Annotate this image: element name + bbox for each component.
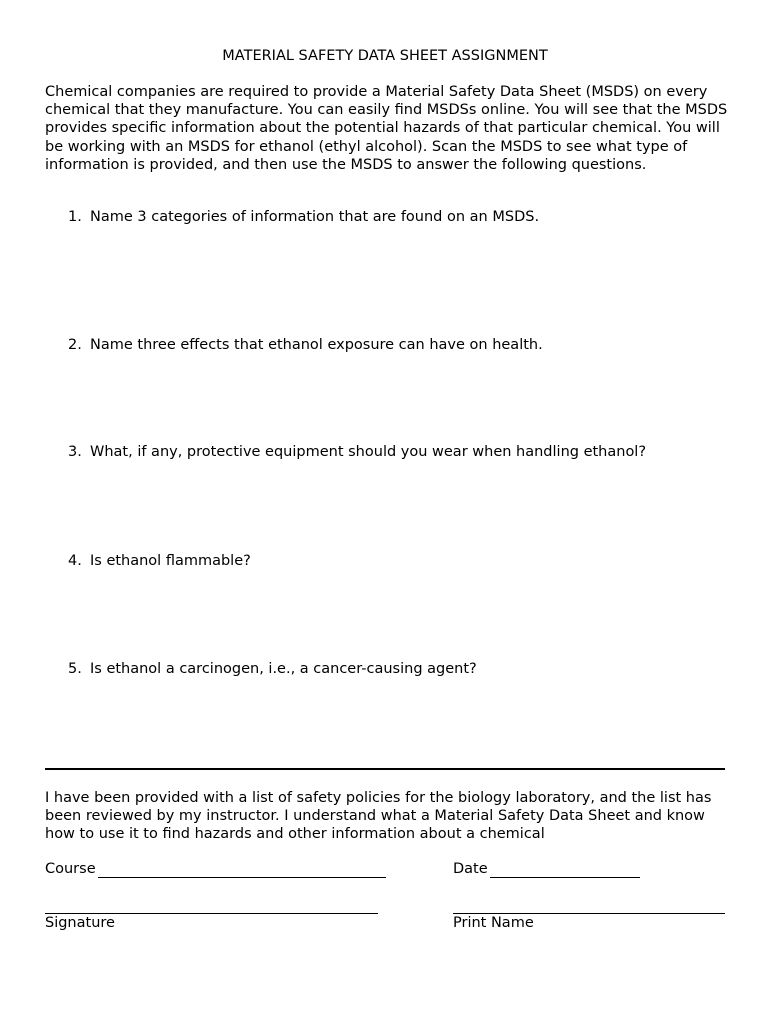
course-label: Course (45, 861, 96, 877)
question-number: 2. (68, 337, 82, 353)
question-3 (68, 443, 646, 461)
acknowledgement-statement: I have been provided with a list of safety policies for the biology laboratory, and the list has been reviewed by my instructor. I understand what a Material Safety Data Sheet and know how to use it to find hazards and other information about a chemical (45, 790, 712, 843)
question-text: Is ethanol a carcinogen, i.e., a cancer-causing agent? (90, 661, 477, 677)
question-2 (68, 336, 543, 354)
question-5 (68, 660, 477, 678)
question-number: 5. (68, 661, 82, 677)
document-title: MATERIAL SAFETY DATA SHEET ASSIGNMENT (222, 48, 548, 64)
print-name-label: Print Name (453, 915, 534, 931)
date-field[interactable] (490, 877, 640, 878)
section-divider (45, 768, 725, 770)
question-number: 1. (68, 209, 82, 225)
course-field[interactable] (98, 877, 386, 878)
date-label: Date (453, 861, 488, 877)
question-text: What, if any, protective equipment should you wear when handling ethanol? (90, 444, 647, 460)
intro-paragraph: Chemical companies are required to provide a Material Safety Data Sheet (MSDS) on every chemical that they manufacture. You can easily find MSDSs online. You will see that the MSDS provides specific information about the potential hazards of that particular chemical. You will be working with an MSDS for ethanol (ethyl alcohol). Scan the MSDS to see what type of information is provided, and then use the MSDS to answer the following questions. (45, 84, 728, 173)
question-text: Name three effects that ethanol exposure can have on health. (90, 337, 543, 353)
question-text: Name 3 categories of information that are found on an MSDS. (90, 209, 540, 225)
question-text: Is ethanol flammable? (90, 553, 251, 569)
question-4 (68, 552, 251, 570)
question-1 (68, 208, 539, 226)
question-number: 4. (68, 553, 82, 569)
signature-label: Signature (45, 915, 115, 931)
question-number: 3. (68, 444, 82, 460)
